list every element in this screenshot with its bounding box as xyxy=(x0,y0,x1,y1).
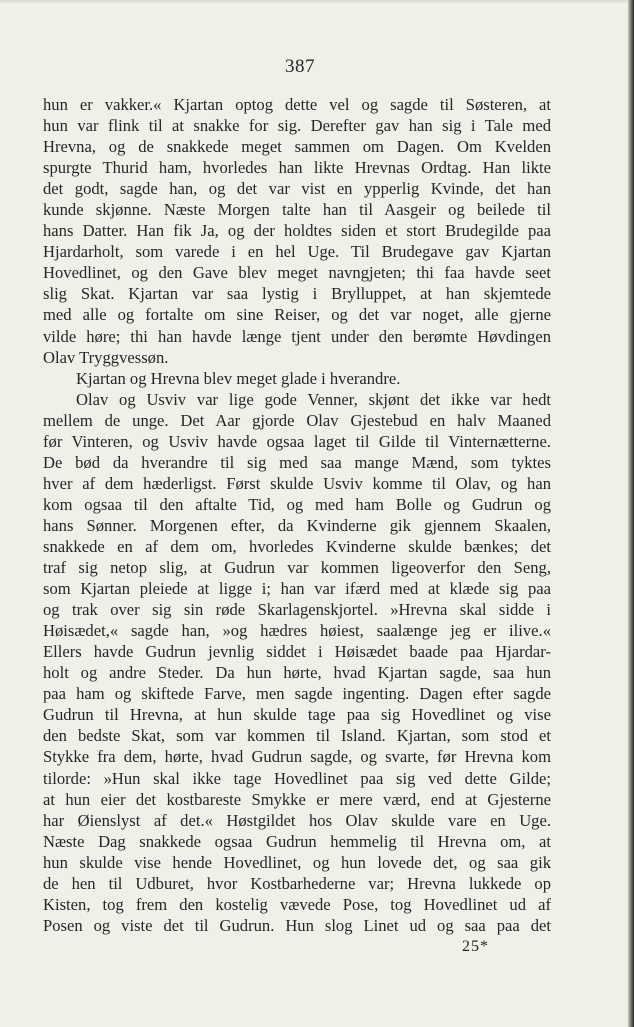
text-line: Olav Tryggvessøn. xyxy=(43,347,169,367)
text-line: at hun eier det kostbareste Smykke er mere værd, end at Gjesterne xyxy=(43,789,551,809)
text-line: spurgte Thurid ham, hvorledes han likte Hrevnas Ordtag. Han likte xyxy=(43,158,551,178)
scan-edge-top xyxy=(0,0,634,4)
text-line: slig Skat. Kjartan var saa lystig i Brylluppet, at han skjemtede xyxy=(43,284,551,304)
text-line: hun var flink til at snakke for sig. Derefter gav han sig i Tale med xyxy=(43,116,551,136)
text-line: holt og andre Steder. Da hun hørte, hvad Kjartan sagde, saa hun xyxy=(43,663,551,683)
text-line: kunde skjønne. Næste Morgen talte han til Aasgeir og beilede til xyxy=(43,200,551,220)
text-line: paa ham og skiftede Farve, men sagde ingenting. Dagen efter sagde xyxy=(43,684,551,704)
text-line: Næste Dag snakkede ogsaa Gudrun hemmelig til Hrevna om, at xyxy=(43,831,551,851)
text-line: Høisædet,« sagde han, »og hædres høiest, saalænge jeg er ilive.« xyxy=(43,621,551,641)
text-line: og trak over sig sin røde Skarlagenskjortel. »Hrevna skal sidde i xyxy=(43,600,551,620)
text-line: Hrevna, og de snakkede meget sammen om Dagen. Om Kvelden xyxy=(43,137,551,157)
scan-edge-right xyxy=(628,0,634,1027)
text-line: som Kjartan pleiede at ligge i; han var ifærd med at klæde sig paa xyxy=(43,579,551,599)
text-line: hver af dem hæderligst. Først skulde Usviv komme til Olav, og han xyxy=(43,473,551,493)
text-line: Hjardarholt, som varede i en hel Uge. Til Brudegave gav Kjartan xyxy=(43,242,551,262)
text-line: det godt, sagde han, og det var vist en ypperlig Kvinde, det han xyxy=(43,179,551,199)
text-line: Posen og viste det til Gudrun. Hun slog Linet ud og saa paa det xyxy=(43,915,551,935)
text-line: tilorde: »Hun skal ikke tage Hovedlinet paa sig ved dette Gilde; xyxy=(43,768,551,788)
text-line: de hen til Udburet, hvor Kostbarhederne var; Hrevna lukkede op xyxy=(43,873,551,893)
text-line: vilde høre; thi han havde længe tjent under den berømte Høvdingen xyxy=(43,326,551,346)
text-line: hans Datter. Han fik Ja, og der holdtes siden et stort Brudegilde paa xyxy=(43,221,551,241)
text-line: hans Sønner. Morgenen efter, da Kvinderne gik gjennem Skaalen, xyxy=(43,515,551,535)
text-line: Stykke fra dem, hørte, hvad Gudrun sagde, og svarte, før Hrevna kom xyxy=(43,747,551,767)
text-line: snakkede en af dem om, hvorledes Kvinderne skulde bænkes; det xyxy=(43,536,551,556)
text-line: før Vinteren, og Usviv havde ogsaa laget til Gilde til Vinternætterne. xyxy=(43,431,551,451)
text-line: hun skulde vise hende Hovedlinet, og hun lovede det, og saa gik xyxy=(43,852,551,872)
text-line: kom ogsaa til den aftalte Tid, og med ham Bolle og Gudrun og xyxy=(43,494,551,514)
text-line: Kisten, tog frem den kostelig vævede Pose, tog Hovedlinet ud af xyxy=(43,894,551,914)
text-line: traf sig netop slig, at Gudrun var kommen ligeoverfor den Seng, xyxy=(43,558,551,578)
text-line: mellem de unge. Det Aar gjorde Olav Gjestebud en halv Maaned xyxy=(43,410,551,430)
text-line: De bød da hverandre til sig med saa mange Mænd, som tyktes xyxy=(43,452,551,472)
text-line: den bedste Skat, som var kommen til Island. Kjartan, som stod et xyxy=(43,726,551,746)
text-line: Hovedlinet, og den Gave blev meget navngjeten; thi faa havde seet xyxy=(43,263,551,283)
page-number: 387 xyxy=(285,56,315,77)
text-line: Ellers havde Gudrun jevnlig siddet i Høisædet baade paa Hjardar- xyxy=(43,642,551,662)
text-line: har Øienslyst af det.« Høstgildet hos Olav skulde vare en Uge. xyxy=(43,810,551,830)
signature-mark: 25* xyxy=(462,938,489,955)
text-line: med alle og fortalte om sine Reiser, og det var noget, alle gjerne xyxy=(43,305,551,325)
body-text xyxy=(43,94,551,936)
text-line: Olav og Usviv var lige gode Venner, skjønt det ikke var hedt xyxy=(76,389,551,409)
text-line: Kjartan og Hrevna blev meget glade i hverandre. xyxy=(76,368,401,388)
text-line: Gudrun til Hrevna, at hun skulde tage paa sig Hovedlinet og vise xyxy=(43,705,551,725)
text-line: hun er vakker.« Kjartan optog dette vel og sagde til Søsteren, at xyxy=(43,95,551,114)
